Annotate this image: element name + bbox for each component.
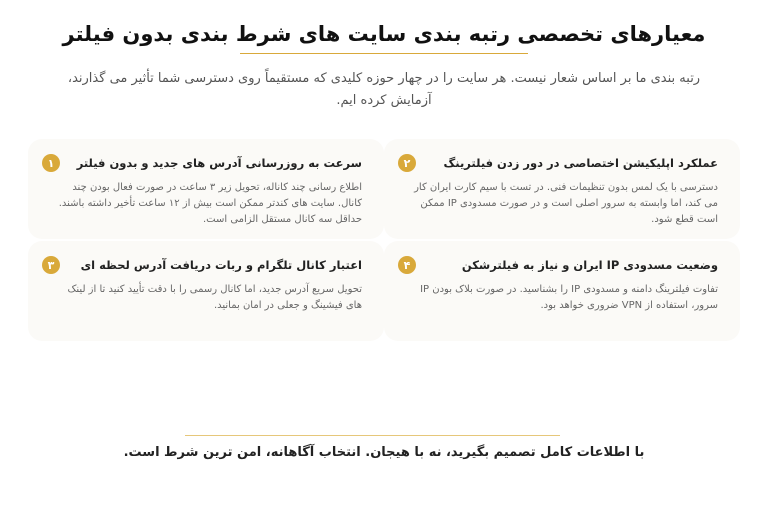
page-title: معیارهای تخصصی رتبه بندی سایت های شرط بندی بدون فیلتر xyxy=(62,22,706,46)
criterion-title: اعتبار کانال تلگرام و ربات دریافت آدرس لحظه ای xyxy=(80,258,362,272)
number-badge-icon: ۱ xyxy=(42,154,60,172)
footer-divider xyxy=(185,435,560,436)
criterion-title: سرعت به روزرسانی آدرس های جدید و بدون فیلتر xyxy=(76,156,362,170)
criterion-card-3 xyxy=(28,241,384,341)
criterion-body: اطلاع رسانی چند کاناله، تحویل زیر ۳ ساعت در صورت فعال بودن چند کانال. سایت های کندتر ممکن است بیش از ۱۲ ساعت تأخیر داشته باشند. حداقل سه کانال مستقل الزامی است. xyxy=(58,182,362,225)
intro-text: رتبه بندی ما بر اساس شعار نیست. هر سایت را در چهار حوزه کلیدی که مستقیماً روی دسترسی شما تأثیر می گذارند، آزمایش کرده ایم. xyxy=(67,71,701,108)
criterion-body: دسترسی با یک لمس بدون تنظیمات فنی. در تست با سیم کارت ایران کار می کند، اما وابسته به سرور اصلی است و در صورت مسدودی IP ممکن است قطع شود. xyxy=(414,182,718,225)
criterion-card-4 xyxy=(384,241,740,341)
number-badge-icon: ۲ xyxy=(398,154,416,172)
criterion-body: تحویل سریع آدرس جدید، اما کانال رسمی را با دقت تأیید کنید تا از لینک های فیشینگ و جعلی در امان بمانید. xyxy=(67,284,362,311)
criterion-body: تفاوت فیلترینگ دامنه و مسدودی IP را بشناسید. در صورت بلاک بودن IP سرور، استفاده از VPN ضروری خواهد بود. xyxy=(420,284,718,311)
title-underline xyxy=(240,53,528,54)
criterion-title: عملکرد اپلیکیشن اختصاصی در دور زدن فیلترینگ xyxy=(443,156,718,170)
criterion-card-1 xyxy=(28,139,384,239)
number-badge-icon: ۴ xyxy=(398,256,416,274)
footer-text: با اطلاعات کامل تصمیم بگیرید، نه با هیجان. انتخاب آگاهانه، امن ترین شرط است. xyxy=(123,445,645,460)
criterion-card-2 xyxy=(384,139,740,239)
criterion-title: وضعیت مسدودی IP ایران و نیاز به فیلترشکن xyxy=(461,258,718,272)
number-badge-icon: ۳ xyxy=(42,256,60,274)
